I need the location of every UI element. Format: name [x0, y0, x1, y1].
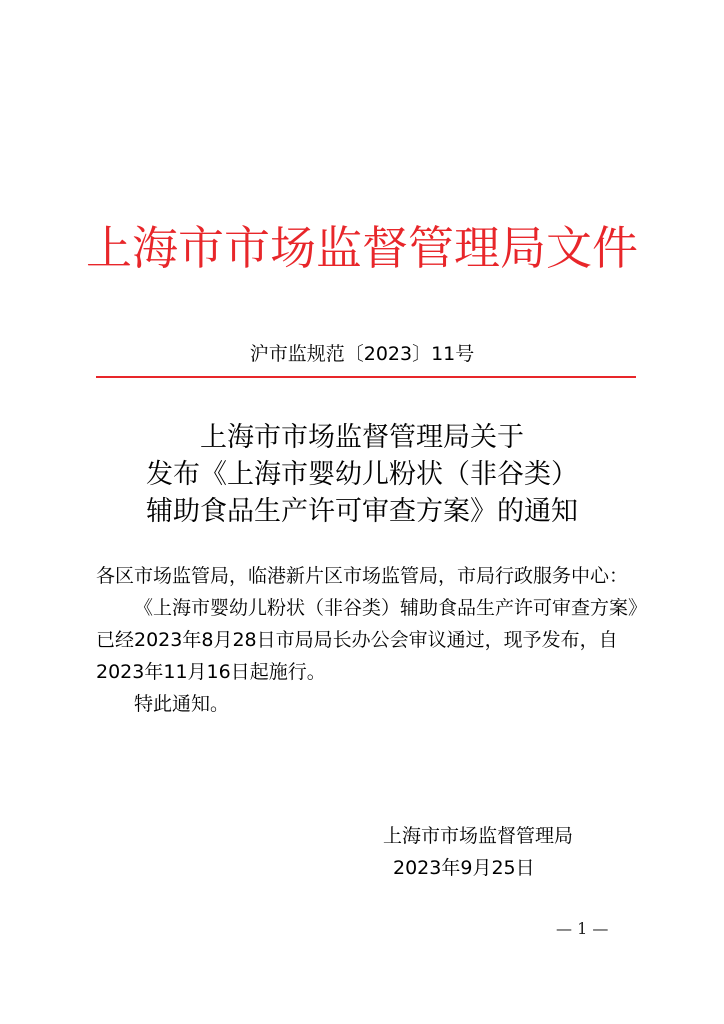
signature-date: 2023年9月25日	[393, 857, 535, 879]
notice-title-line-1: 上海市市场监督管理局关于	[200, 422, 524, 453]
document-number: 沪市监规范〔2023〕11号	[249, 343, 475, 365]
red-divider-line	[96, 376, 636, 378]
recipients-line: 各区市场监管局，临港新片区市场监管局，市局行政服务中心：	[96, 565, 629, 587]
closing-line: 特此通知。	[134, 693, 230, 715]
document-issuer-title: 上海市市场监督管理局文件	[86, 221, 638, 275]
notice-title-line-3: 辅助食品生产许可审查方案》的通知	[146, 496, 578, 527]
notice-title	[0, 419, 724, 530]
signature-organization: 上海市市场监督管理局	[383, 825, 574, 847]
notice-body	[96, 560, 644, 720]
page-number: — 1 —	[556, 919, 609, 938]
main-paragraph: 《上海市婴幼儿粉状（非谷类）辅助食品生产许可审查方案》已经2023年8月28日市局局长办公会审议通过，现予发布，自2023年11月16日起施行。	[96, 597, 638, 683]
signature-block	[383, 820, 573, 884]
notice-title-line-2: 发布《上海市婴幼儿粉状（非谷类）	[146, 459, 578, 490]
